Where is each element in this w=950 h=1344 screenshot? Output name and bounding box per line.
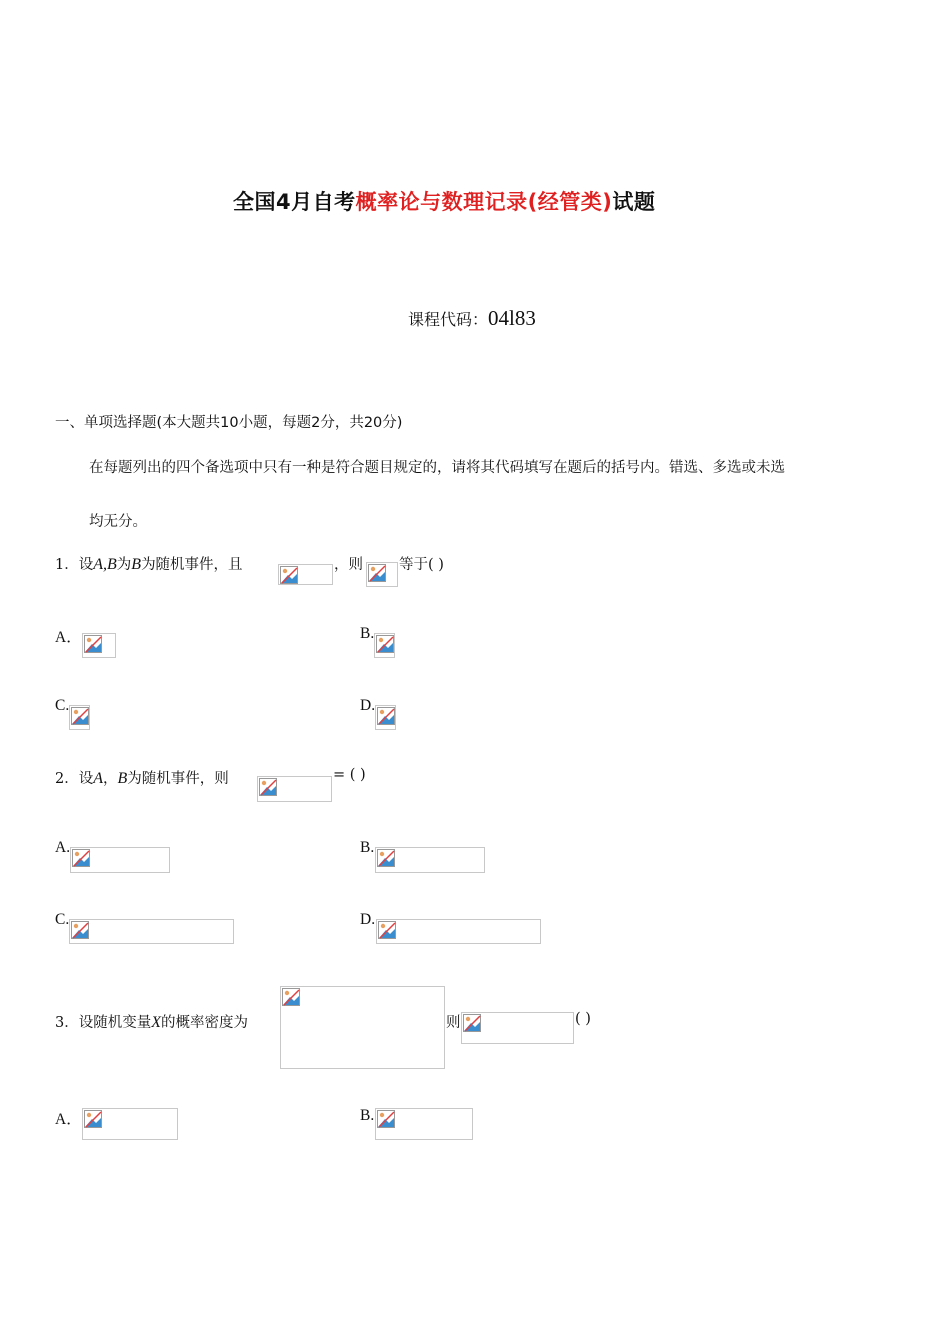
q1-text: 为 [116, 557, 132, 573]
title-suffix: 试题 [612, 190, 656, 214]
q1-number: 1． [55, 557, 79, 573]
broken-image-icon [377, 707, 395, 725]
instruction-line-1: 在每题列出的四个备选项中只有一种是符合题目规定的，请将其代码填写在题后的括号内。错选、多选或未选 [89, 460, 785, 476]
q1-option-c-label: C. [55, 697, 70, 714]
question-2 [55, 767, 229, 788]
q1-option-a-label: A． [55, 629, 82, 646]
q2-text: ， [103, 771, 118, 787]
q1-text: 为随机事件，且 [141, 557, 243, 573]
q1-text: 设 [78, 557, 94, 573]
q3-text: 的概率密度为 [161, 1015, 249, 1031]
q3-option-a-image [82, 1108, 178, 1140]
formula-image [366, 562, 398, 587]
broken-image-icon [376, 635, 394, 653]
q1-option-b-image [374, 633, 395, 658]
course-code [408, 306, 536, 331]
course-code-value: 04l83 [488, 306, 536, 330]
q2-option-d-image [376, 919, 541, 944]
title-prefix: 全国4月自考 [233, 190, 356, 214]
q2-option-c-image [69, 919, 234, 944]
q2-var-a: A [93, 770, 104, 787]
question-1 [55, 553, 243, 574]
broken-image-icon [280, 566, 298, 584]
broken-image-icon [71, 707, 89, 725]
q3-var-x: X [151, 1014, 162, 1031]
instruction-line-2: 均无分。 [89, 514, 147, 530]
q2-text-equals: = ( ) [333, 767, 366, 783]
q2-option-d-label: D. [360, 911, 376, 928]
q3-option-a-label: A． [55, 1111, 82, 1128]
q1-text-then: ，则 [334, 557, 363, 573]
broken-image-icon [71, 921, 89, 939]
q1-option-b-label: B. [360, 625, 375, 642]
q2-option-b-label: B. [360, 839, 375, 856]
broken-image-icon [377, 849, 395, 867]
q3-number: 3． [55, 1015, 79, 1031]
q1-option-a-image [82, 633, 116, 658]
q2-text: 设 [78, 771, 94, 787]
question-3 [55, 1011, 248, 1032]
density-formula-image [280, 986, 445, 1069]
q2-option-a-label: A. [55, 839, 71, 856]
section-heading: 一、单项选择题(本大题共10小题，每题2分，共20分) [55, 415, 403, 431]
broken-image-icon [378, 921, 396, 939]
q1-option-d-image [375, 705, 396, 730]
course-code-label: 课程代码： [408, 310, 489, 329]
q2-option-b-image [375, 847, 485, 873]
title-highlight: 概率论与数理记录(经管类) [355, 190, 613, 214]
q2-var-b: B [117, 770, 128, 787]
broken-image-icon [84, 635, 102, 653]
q2-number: 2． [55, 771, 79, 787]
q3-option-b-image [375, 1108, 473, 1140]
formula-image [461, 1012, 574, 1044]
broken-image-icon [72, 849, 90, 867]
q2-text: 为随机事件，则 [127, 771, 229, 787]
q3-text: 设随机变量 [78, 1015, 152, 1031]
q3-option-b-label: B. [360, 1107, 375, 1124]
q1-var-ab: A,B [93, 556, 117, 573]
formula-image [278, 564, 333, 585]
formula-image [257, 776, 332, 802]
broken-image-icon [463, 1014, 481, 1032]
q1-option-c-image [69, 705, 90, 730]
broken-image-icon [84, 1110, 102, 1128]
q1-var-b: B [131, 556, 142, 573]
broken-image-icon [368, 564, 386, 582]
q3-text-paren: ( ) [575, 1011, 591, 1027]
broken-image-icon [377, 1110, 395, 1128]
q1-option-d-label: D. [360, 697, 376, 714]
broken-image-icon [259, 778, 277, 796]
q3-text-then: 则 [446, 1015, 461, 1031]
q1-text-equals: 等于( ) [399, 557, 444, 573]
broken-image-icon [282, 988, 300, 1006]
q2-option-a-image [70, 847, 170, 873]
page-title [233, 186, 655, 216]
q2-option-c-label: C. [55, 911, 70, 928]
